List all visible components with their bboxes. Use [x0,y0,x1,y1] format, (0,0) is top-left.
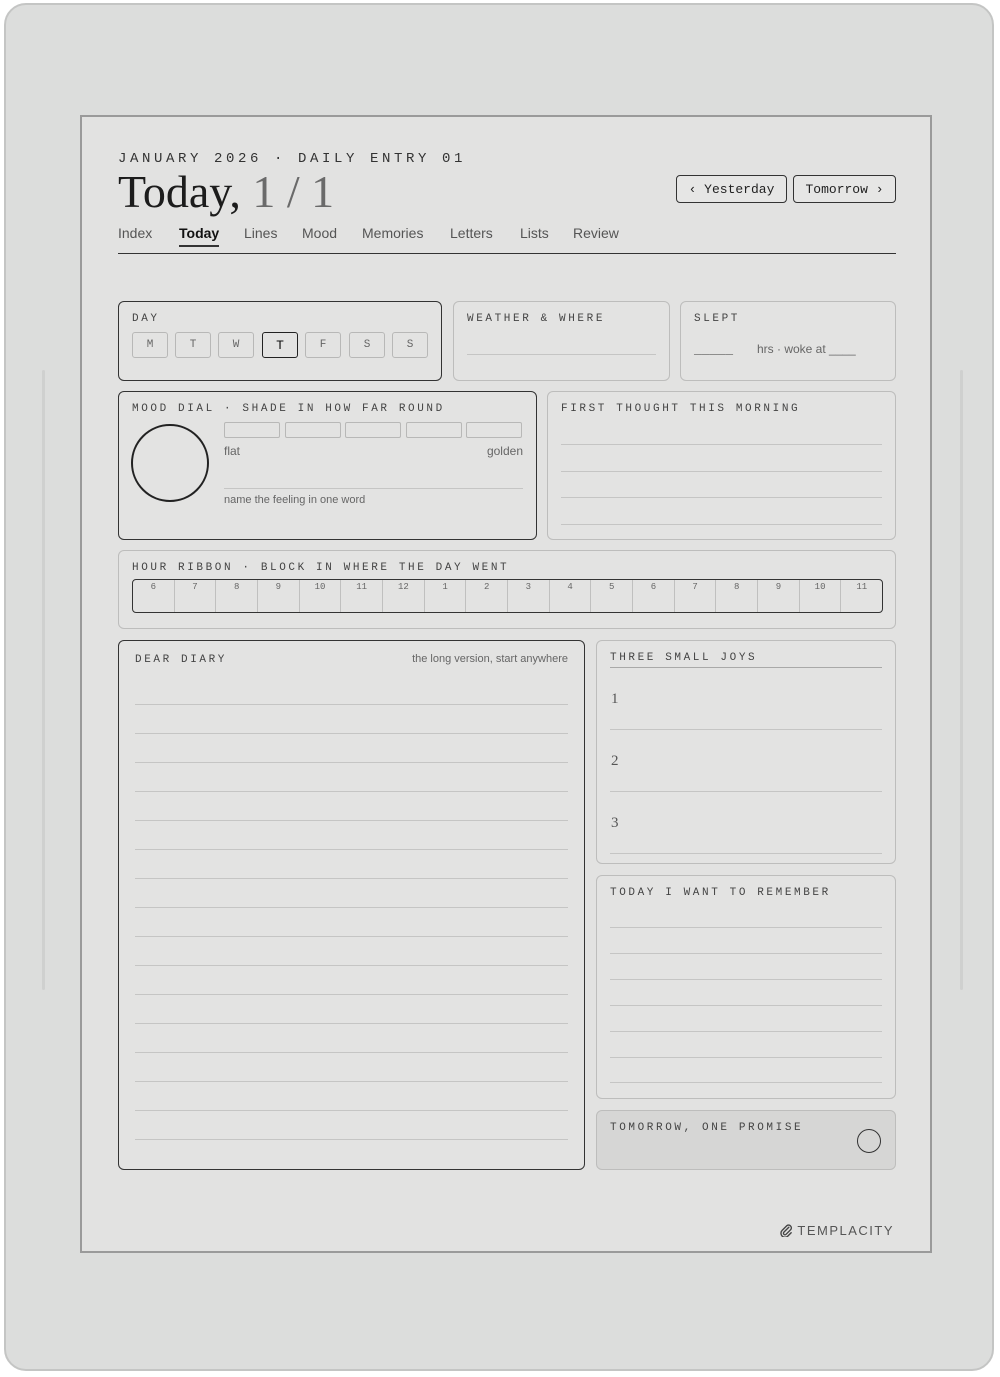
day-label: DAY [132,313,160,325]
diary-line [135,907,568,908]
hour-cell[interactable]: 1 [425,580,467,612]
title-date: 1 / 1 [252,166,335,217]
writing-line [610,1005,882,1006]
joy-line-3[interactable] [610,853,882,854]
paperclip-icon [780,1224,793,1237]
tab-today[interactable]: Today [179,225,220,241]
weather-line [467,354,656,355]
brand-logo [780,1223,894,1238]
mood-high-label: golden [486,444,523,458]
diary-line [135,733,568,734]
hour-ribbon [132,579,883,613]
slept-card[interactable] [680,301,896,381]
mood-low-label: flat [224,444,241,458]
promise-card[interactable] [596,1110,896,1170]
hour-ribbon-label: HOUR RIBBON · BLOCK IN WHERE THE DAY WENT [132,562,510,574]
day-monday[interactable]: M [132,332,168,358]
tab-review[interactable]: Review [573,225,619,241]
writing-line [610,979,882,980]
mood-word-prompt: name the feeling in one word [224,494,366,506]
writing-line [610,1082,882,1083]
mood-card [118,391,537,540]
tablet-frame [4,3,994,1371]
hour-cell[interactable]: 7 [675,580,717,612]
diary-line [135,1081,568,1082]
writing-line [561,471,882,472]
side-rail-right [960,370,963,990]
diary-line [135,1139,568,1140]
mood-segment-5[interactable] [466,422,522,438]
joys-card [596,640,896,864]
diary-card[interactable] [118,640,585,1170]
mood-segment-2[interactable] [285,422,341,438]
mood-word-line [224,488,523,489]
remember-card[interactable] [596,875,896,1099]
day-sunday[interactable]: S [392,332,428,358]
day-friday[interactable]: F [305,332,341,358]
tomorrow-button[interactable]: Tomorrow › [793,175,896,203]
hour-cell[interactable]: 4 [550,580,592,612]
diary-hint: the long version, start anywhere [412,653,568,665]
hour-cell[interactable]: 8 [216,580,258,612]
joy-line-2[interactable] [610,791,882,792]
hour-cell[interactable]: 10 [300,580,342,612]
diary-line [135,936,568,937]
mood-label: MOOD DIAL · SHADE IN HOW FAR ROUND [132,403,445,415]
hour-cell[interactable]: 11 [856,582,868,592]
hour-cell[interactable]: 6 [633,580,675,612]
hour-cell[interactable]: 10 [800,580,842,612]
brand-name: TEMPLACITY [797,1223,894,1238]
diary-line [135,878,568,879]
joys-label: THREE SMALL JOYS [610,652,758,664]
slept-text: hrs · woke at ____ [757,342,856,356]
writing-line [610,1031,882,1032]
joy-number-1: 1 [611,691,619,707]
diary-line [135,820,568,821]
hour-cell[interactable]: 9 [258,580,300,612]
writing-line [561,444,882,445]
promise-label: TOMORROW, ONE PROMISE [610,1122,804,1134]
title-word: Today, [118,166,241,217]
tab-lines[interactable]: Lines [244,225,278,241]
mood-segment-3[interactable] [345,422,401,438]
diary-line [135,965,568,966]
day-tuesday[interactable]: T [175,332,211,358]
writing-line [561,524,882,525]
diary-line [135,762,568,763]
diary-line [135,1110,568,1111]
diary-line [135,1023,568,1024]
weather-card[interactable] [453,301,670,381]
writing-line [610,927,882,928]
mood-dial[interactable] [131,424,209,502]
writing-line [610,953,882,954]
day-card [118,301,442,381]
hour-cell[interactable]: 3 [508,580,550,612]
tab-bar [118,225,896,254]
hour-cell[interactable]: 6 [133,580,175,612]
hour-cell[interactable]: 9 [758,580,800,612]
tab-memories[interactable]: Memories [362,225,424,241]
hour-ribbon-card [118,550,896,629]
diary-line [135,849,568,850]
page-kicker: JANUARY 2026 · DAILY ENTRY 01 [118,151,467,167]
slept-label: SLEPT [694,313,741,325]
hour-cell[interactable]: 12 [383,580,425,612]
diary-line [135,791,568,792]
writing-line [610,1057,882,1058]
day-wednesday[interactable]: W [218,332,254,358]
hour-cell[interactable]: 5 [591,580,633,612]
weather-label: WEATHER & WHERE [467,313,606,325]
joy-number-2: 2 [611,753,619,769]
mood-segment-1[interactable] [224,422,280,438]
remember-label: TODAY I WANT TO REMEMBER [610,887,831,899]
day-thursday-selected[interactable]: T [262,332,298,358]
diary-line [135,704,568,705]
joy-number-3: 3 [611,815,619,831]
first-thought-card[interactable] [547,391,896,540]
joys-header-rule [610,667,882,668]
promise-checkbox[interactable] [857,1129,881,1153]
slept-hours-blank: _____ [694,342,734,357]
planner-page [80,115,932,1253]
side-rail-left [42,370,45,990]
joy-line-1[interactable] [610,729,882,730]
hour-cell[interactable]: 2 [466,580,508,612]
page-title [118,165,334,218]
hour-cell[interactable]: 7 [175,580,217,612]
diary-label: DEAR DIARY [135,654,228,666]
yesterday-button[interactable]: ‹ Yesterday [676,175,787,203]
writing-line [561,497,882,498]
hour-cell[interactable]: 11 [341,580,383,612]
tab-letters[interactable]: Letters [450,225,493,241]
day-saturday[interactable]: S [349,332,385,358]
tab-index[interactable]: Index [118,225,153,241]
mood-segment-4[interactable] [406,422,462,438]
tab-lists[interactable]: Lists [520,225,549,241]
hour-cell[interactable]: 8 [716,580,758,612]
diary-line [135,994,568,995]
tab-mood[interactable]: Mood [302,225,338,241]
first-thought-label: FIRST THOUGHT THIS MORNING [561,403,801,415]
diary-line [135,1052,568,1053]
